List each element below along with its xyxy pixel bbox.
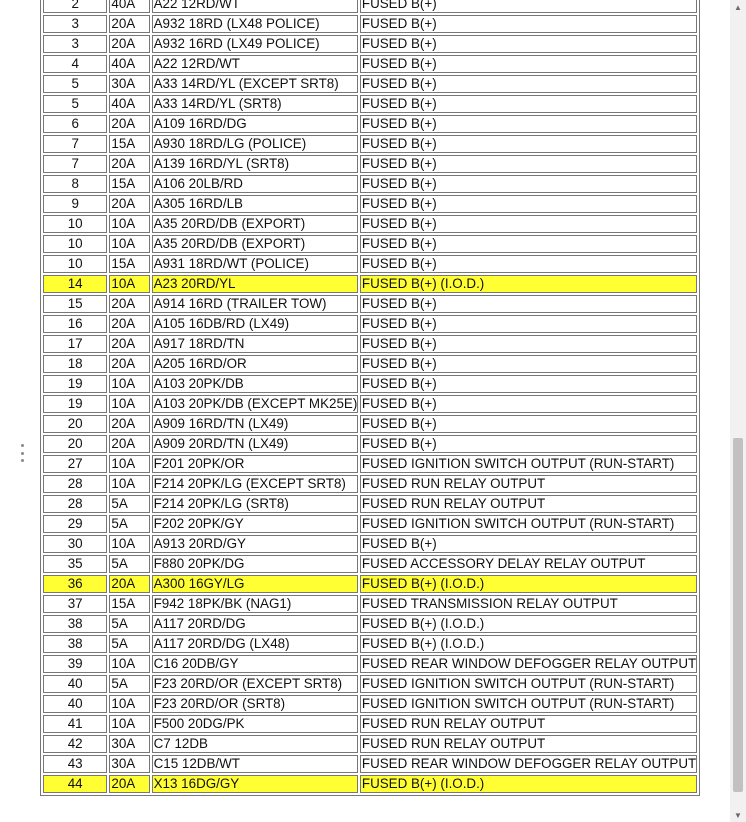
circuit-cell: F942 18PK/BK (NAG1) <box>152 595 358 613</box>
function-cell: FUSED B(+) <box>360 415 697 433</box>
fuse-size-cell: 40A <box>109 0 149 13</box>
circuit-cell: A932 16RD (LX49 POLICE) <box>152 35 358 53</box>
table-row <box>43 535 697 553</box>
table-row <box>43 735 697 753</box>
cavity-cell: 5 <box>43 95 107 113</box>
fuse-size-cell: 10A <box>109 455 149 473</box>
table-row <box>43 315 697 333</box>
function-cell: FUSED RUN RELAY OUTPUT <box>360 475 697 493</box>
function-cell: FUSED IGNITION SWITCH OUTPUT (RUN-START) <box>360 675 697 693</box>
function-cell: FUSED B(+) <box>360 175 697 193</box>
document-viewport <box>40 0 700 822</box>
function-cell: FUSED TRANSMISSION RELAY OUTPUT <box>360 595 697 613</box>
function-cell: FUSED B(+) <box>360 95 697 113</box>
fuse-size-cell: 30A <box>109 735 149 753</box>
highlighted-table-row <box>43 275 697 293</box>
circuit-cell: A33 14RD/YL (SRT8) <box>152 95 358 113</box>
cavity-cell: 6 <box>43 115 107 133</box>
table-row <box>43 415 697 433</box>
fuse-size-cell: 20A <box>109 155 149 173</box>
fuse-size-cell: 10A <box>109 695 149 713</box>
cavity-cell: 41 <box>43 715 107 733</box>
fuse-size-cell: 20A <box>109 315 149 333</box>
vertical-scrollbar[interactable] <box>730 0 746 822</box>
function-cell: FUSED B(+) (I.O.D.) <box>360 575 697 593</box>
fuse-size-cell: 10A <box>109 535 149 553</box>
table-row <box>43 555 697 573</box>
table-row <box>43 515 697 533</box>
fuse-size-cell: 20A <box>109 415 149 433</box>
circuit-cell: C15 12DB/WT <box>152 755 358 773</box>
cavity-cell: 7 <box>43 135 107 153</box>
fuse-size-cell: 20A <box>109 195 149 213</box>
table-row <box>43 495 697 513</box>
cavity-cell: 38 <box>43 635 107 653</box>
fuse-size-cell: 20A <box>109 775 149 793</box>
function-cell: FUSED B(+) <box>360 335 697 353</box>
function-cell: FUSED B(+) (I.O.D.) <box>360 775 697 793</box>
fuse-size-cell: 5A <box>109 615 149 633</box>
table-row <box>43 155 697 173</box>
table-row <box>43 355 697 373</box>
cavity-cell: 44 <box>43 775 107 793</box>
function-cell: FUSED REAR WINDOW DEFOGGER RELAY OUTPUT <box>361 756 697 771</box>
circuit-cell: F202 20PK/GY <box>152 515 358 533</box>
function-cell: FUSED B(+) <box>360 375 697 393</box>
table-row <box>43 95 697 113</box>
circuit-cell: A22 12RD/WT <box>152 55 358 73</box>
circuit-cell: A930 18RD/LG (POLICE) <box>152 135 358 153</box>
table-row <box>43 595 697 613</box>
fuse-size-cell: 30A <box>109 75 149 93</box>
function-cell: FUSED B(+) <box>360 75 697 93</box>
fuse-size-cell: 20A <box>109 15 149 33</box>
scroll-down-arrow-icon[interactable]: ▼ <box>734 810 742 820</box>
fuse-size-cell: 30A <box>109 755 149 773</box>
function-cell: FUSED B(+) <box>360 315 697 333</box>
fuse-size-cell: 10A <box>109 275 149 293</box>
function-cell: FUSED IGNITION SWITCH OUTPUT (RUN-START) <box>360 695 697 713</box>
circuit-cell: F880 20PK/DG <box>152 555 358 573</box>
fuse-size-cell: 5A <box>109 635 149 653</box>
scrollbar-thumb[interactable] <box>733 438 743 792</box>
circuit-cell: X13 16DG/GY <box>152 775 358 793</box>
circuit-cell: A109 16RD/DG <box>152 115 358 133</box>
cavity-cell: 17 <box>43 335 107 353</box>
function-cell: FUSED B(+) <box>360 115 697 133</box>
cavity-cell: 3 <box>43 15 107 33</box>
function-cell: FUSED RUN RELAY OUTPUT <box>360 495 697 513</box>
circuit-cell: A913 20RD/GY <box>152 535 358 553</box>
table-row <box>43 655 697 673</box>
table-row <box>43 455 697 473</box>
fuse-size-cell: 15A <box>109 595 149 613</box>
highlighted-table-row <box>43 775 697 793</box>
fuse-size-cell: 40A <box>109 55 149 73</box>
fuse-size-cell: 10A <box>109 475 149 493</box>
function-cell: FUSED B(+) <box>360 135 697 153</box>
table-row <box>43 715 697 733</box>
circuit-cell: C16 20DB/GY <box>152 655 358 673</box>
cavity-cell: 28 <box>43 495 107 513</box>
function-cell: FUSED ACCESSORY DELAY RELAY OUTPUT <box>360 555 697 573</box>
table-row <box>43 335 697 353</box>
cavity-cell: 14 <box>43 275 107 293</box>
fuse-size-cell: 10A <box>109 215 149 233</box>
fuse-size-cell: 10A <box>109 655 149 673</box>
circuit-cell: A305 16RD/LB <box>152 195 358 213</box>
circuit-cell: A23 20RD/YL <box>152 275 358 293</box>
circuit-cell: A105 16DB/RD (LX49) <box>152 315 358 333</box>
circuit-cell: A35 20RD/DB (EXPORT) <box>152 215 358 233</box>
cavity-cell: 3 <box>43 35 107 53</box>
circuit-cell: A106 20LB/RD <box>152 175 358 193</box>
function-cell: FUSED B(+) (I.O.D.) <box>360 635 697 653</box>
function-cell: FUSED B(+) <box>360 55 697 73</box>
cavity-cell: 10 <box>43 255 107 273</box>
cavity-cell: 42 <box>43 735 107 753</box>
circuit-cell: A103 20PK/DB (EXCEPT MK25E) <box>153 396 358 411</box>
cavity-cell: 4 <box>43 55 107 73</box>
cavity-cell: 8 <box>43 175 107 193</box>
function-cell: FUSED B(+) <box>360 0 697 13</box>
table-row <box>43 615 697 633</box>
fuse-size-cell: 20A <box>109 335 149 353</box>
table-row <box>43 35 697 53</box>
cavity-cell: 16 <box>43 315 107 333</box>
function-cell: FUSED REAR WINDOW DEFOGGER RELAY OUTPUT <box>361 656 697 671</box>
function-cell: FUSED B(+) <box>360 215 697 233</box>
cavity-cell: 20 <box>43 415 107 433</box>
function-cell: FUSED IGNITION SWITCH OUTPUT (RUN-START) <box>360 455 697 473</box>
table-row <box>43 135 697 153</box>
circuit-cell: A103 20PK/DB <box>152 375 358 393</box>
fuse-size-cell: 5A <box>109 555 149 573</box>
fuse-size-cell: 10A <box>109 395 149 413</box>
cavity-cell: 36 <box>43 575 107 593</box>
fuse-size-cell: 5A <box>109 495 149 513</box>
circuit-cell: F23 20RD/OR (SRT8) <box>152 695 358 713</box>
table-row <box>43 175 697 193</box>
fuse-size-cell: 40A <box>109 95 149 113</box>
circuit-cell: A914 16RD (TRAILER TOW) <box>152 295 358 313</box>
circuit-cell: A909 16RD/TN (LX49) <box>152 415 358 433</box>
table-row <box>43 0 697 13</box>
function-cell: FUSED B(+) (I.O.D.) <box>360 275 697 293</box>
table-row <box>43 375 697 393</box>
circuit-cell: F23 20RD/OR (EXCEPT SRT8) <box>152 675 358 693</box>
cavity-cell: 27 <box>43 455 107 473</box>
circuit-cell: A917 18RD/TN <box>152 335 358 353</box>
function-cell: FUSED B(+) <box>360 355 697 373</box>
cavity-cell: 38 <box>43 615 107 633</box>
scroll-up-arrow-icon[interactable]: ▲ <box>734 2 742 12</box>
table-row <box>43 295 697 313</box>
table-row <box>43 15 697 33</box>
table-row <box>43 695 697 713</box>
fuse-table-body <box>43 0 697 793</box>
function-cell: FUSED B(+) <box>360 155 697 173</box>
function-cell: FUSED B(+) <box>360 15 697 33</box>
fuse-size-cell: 20A <box>109 115 149 133</box>
function-cell: FUSED B(+) (I.O.D.) <box>360 615 697 633</box>
function-cell: FUSED B(+) <box>360 195 697 213</box>
drag-handle-icon[interactable] <box>19 444 25 462</box>
function-cell: FUSED B(+) <box>360 295 697 313</box>
fuse-size-cell: 10A <box>109 235 149 253</box>
cavity-cell: 19 <box>43 375 107 393</box>
circuit-cell: A205 16RD/OR <box>152 355 358 373</box>
circuit-cell: A931 18RD/WT (POLICE) <box>152 255 358 273</box>
fuse-size-cell: 20A <box>109 435 149 453</box>
cavity-cell: 28 <box>43 475 107 493</box>
circuit-cell: F214 20PK/LG (EXCEPT SRT8) <box>152 475 358 493</box>
circuit-cell: A932 18RD (LX48 POLICE) <box>152 15 358 33</box>
cavity-cell: 10 <box>43 235 107 253</box>
cavity-cell: 5 <box>43 75 107 93</box>
table-row <box>43 435 697 453</box>
fuse-size-cell: 10A <box>109 375 149 393</box>
cavity-cell: 9 <box>43 195 107 213</box>
circuit-cell: A35 20RD/DB (EXPORT) <box>152 235 358 253</box>
circuit-cell: F201 20PK/OR <box>152 455 358 473</box>
table-row <box>43 215 697 233</box>
function-cell: FUSED B(+) <box>360 235 697 253</box>
function-cell: FUSED B(+) <box>360 535 697 553</box>
fuse-table <box>40 0 700 796</box>
function-cell: FUSED B(+) <box>360 255 697 273</box>
fuse-size-cell: 10A <box>109 715 149 733</box>
circuit-cell: C7 12DB <box>152 735 358 753</box>
cavity-cell: 35 <box>43 555 107 573</box>
circuit-cell: A117 20RD/DG (LX48) <box>152 635 358 653</box>
fuse-size-cell: 15A <box>109 255 149 273</box>
fuse-size-cell: 20A <box>109 575 149 593</box>
fuse-size-cell: 20A <box>109 295 149 313</box>
fuse-size-cell: 15A <box>109 135 149 153</box>
cavity-cell: 37 <box>43 595 107 613</box>
cavity-cell: 10 <box>43 215 107 233</box>
highlighted-table-row <box>43 575 697 593</box>
circuit-cell: A139 16RD/YL (SRT8) <box>152 155 358 173</box>
circuit-cell: A22 12RD/WT <box>152 0 358 13</box>
function-cell: FUSED RUN RELAY OUTPUT <box>360 715 697 733</box>
cavity-cell: 2 <box>43 0 107 13</box>
table-row <box>43 755 697 773</box>
circuit-cell: A300 16GY/LG <box>152 575 358 593</box>
cavity-cell: 20 <box>43 435 107 453</box>
table-row <box>43 195 697 213</box>
table-row <box>43 255 697 273</box>
cavity-cell: 18 <box>43 355 107 373</box>
cavity-cell: 30 <box>43 535 107 553</box>
table-row <box>43 55 697 73</box>
function-cell: FUSED B(+) <box>360 395 697 413</box>
table-row <box>43 235 697 253</box>
function-cell: FUSED B(+) <box>360 435 697 453</box>
cavity-cell: 40 <box>43 675 107 693</box>
cavity-cell: 29 <box>43 515 107 533</box>
fuse-size-cell: 5A <box>109 515 149 533</box>
circuit-cell: A117 20RD/DG <box>152 615 358 633</box>
cavity-cell: 40 <box>43 695 107 713</box>
table-row <box>43 635 697 653</box>
table-row <box>43 395 697 413</box>
function-cell: FUSED B(+) <box>360 35 697 53</box>
table-row <box>43 475 697 493</box>
cavity-cell: 7 <box>43 155 107 173</box>
fuse-size-cell: 5A <box>109 675 149 693</box>
fuse-size-cell: 20A <box>109 35 149 53</box>
table-row <box>43 675 697 693</box>
circuit-cell: A909 20RD/TN (LX49) <box>152 435 358 453</box>
function-cell: FUSED RUN RELAY OUTPUT <box>360 735 697 753</box>
circuit-cell: F500 20DG/PK <box>152 715 358 733</box>
circuit-cell: A33 14RD/YL (EXCEPT SRT8) <box>152 75 358 93</box>
table-row <box>43 115 697 133</box>
table-row <box>43 75 697 93</box>
cavity-cell: 39 <box>43 655 107 673</box>
cavity-cell: 43 <box>43 755 107 773</box>
cavity-cell: 19 <box>43 395 107 413</box>
fuse-size-cell: 20A <box>109 355 149 373</box>
function-cell: FUSED IGNITION SWITCH OUTPUT (RUN-START) <box>360 515 697 533</box>
cavity-cell: 15 <box>43 295 107 313</box>
circuit-cell: F214 20PK/LG (SRT8) <box>152 495 358 513</box>
fuse-size-cell: 15A <box>109 175 149 193</box>
